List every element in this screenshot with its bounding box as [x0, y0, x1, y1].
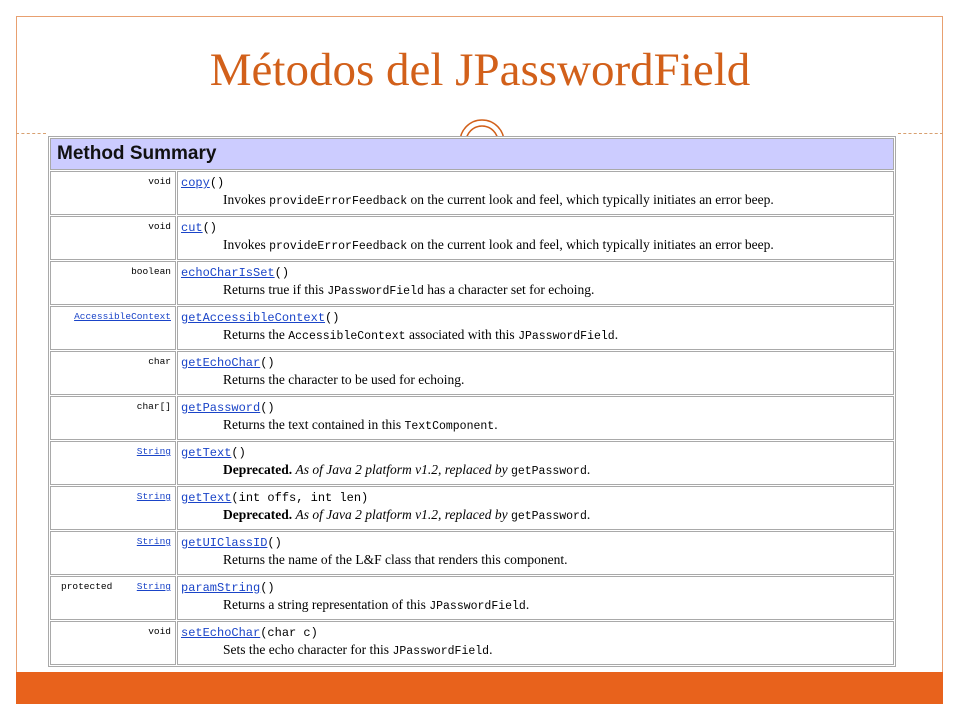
description-text: has a character set for echoing. — [423, 282, 595, 297]
table-row — [50, 216, 894, 260]
method-cell — [177, 261, 894, 305]
table-row — [50, 576, 894, 620]
method-params: () — [202, 221, 218, 235]
method-params: (char c) — [260, 626, 318, 640]
description-text: Sets the echo character for this — [223, 642, 393, 657]
return-type-cell — [50, 396, 176, 440]
method-cell — [177, 486, 894, 530]
return-type-label: void — [148, 626, 171, 637]
table-row — [50, 621, 894, 665]
code-term: provideErrorFeedback — [269, 240, 408, 253]
return-type-link[interactable]: String — [136, 491, 171, 502]
code-term: JPasswordField — [327, 285, 424, 298]
table-row — [50, 261, 894, 305]
description-text: associated with this — [405, 327, 519, 342]
return-type-cell — [50, 171, 176, 215]
method-name-link[interactable]: getText — [181, 491, 232, 505]
description-text: on the current look and feel, which typically initiates an error beep. — [407, 237, 774, 252]
description-text: . — [489, 642, 493, 657]
description-text: . — [614, 327, 619, 342]
method-name-link[interactable]: cut — [181, 221, 203, 235]
table-row — [50, 531, 894, 575]
method-name-link[interactable]: getAccessibleContext — [181, 311, 326, 325]
method-signature — [181, 579, 889, 595]
method-description — [181, 236, 889, 255]
method-params: (int offs, int len) — [231, 491, 369, 505]
method-params: () — [209, 176, 225, 190]
return-type-link[interactable]: AccessibleContext — [74, 311, 171, 322]
method-description — [181, 281, 889, 300]
modifier-label: protected — [61, 581, 113, 592]
description-text: Returns the text contained in this — [223, 417, 405, 432]
method-cell — [177, 216, 894, 260]
method-description — [181, 506, 889, 525]
method-params: () — [274, 266, 290, 280]
return-type-link[interactable]: String — [136, 446, 171, 457]
method-params: () — [260, 581, 275, 595]
method-name-link[interactable]: echoCharIsSet — [181, 266, 275, 280]
return-type-cell — [50, 621, 176, 665]
description-text: . — [586, 507, 591, 522]
deprecated-label: Deprecated. — [223, 507, 293, 522]
description-text: As of Java 2 platform v1.2, replaced by — [295, 507, 511, 522]
method-description — [181, 326, 889, 345]
description-text: . — [586, 462, 591, 477]
description-text: Returns the — [223, 327, 289, 342]
method-signature — [181, 624, 889, 640]
return-type-cell — [50, 306, 176, 350]
return-type-cell — [50, 576, 176, 620]
code-term: provideErrorFeedback — [269, 195, 408, 208]
table-row — [50, 171, 894, 215]
code-term: TextComponent — [404, 420, 495, 433]
code-term: getPassword — [510, 465, 587, 478]
description-text: As of Java 2 platform v1.2, replaced by — [295, 462, 511, 477]
method-name-link[interactable]: paramString — [181, 581, 261, 595]
method-signature — [181, 264, 889, 280]
return-type-cell — [50, 216, 176, 260]
table-row — [50, 351, 894, 395]
method-signature — [181, 444, 889, 460]
code-term: JPasswordField — [518, 330, 615, 343]
description-text: . — [525, 597, 530, 612]
return-type-cell — [50, 351, 176, 395]
description-text: Returns the name of the L&F class that renders this component. — [223, 552, 568, 567]
method-cell — [177, 621, 894, 665]
table-row — [50, 396, 894, 440]
method-summary-table — [48, 136, 896, 667]
method-params: () — [267, 536, 282, 550]
method-params: () — [260, 356, 275, 370]
code-term: JPasswordField — [429, 600, 526, 613]
method-params: () — [231, 446, 246, 460]
method-description — [181, 551, 889, 568]
return-type-label: char — [148, 356, 171, 367]
table-row — [50, 306, 894, 350]
method-name-link[interactable]: copy — [181, 176, 210, 190]
method-description — [181, 191, 889, 210]
method-signature — [181, 399, 889, 415]
description-text: Invokes — [223, 237, 270, 252]
description-text: Invokes — [223, 192, 270, 207]
method-summary-panel — [48, 136, 896, 672]
slide-title: Métodos del JPasswordField — [209, 44, 751, 96]
method-cell — [177, 576, 894, 620]
left-divider — [16, 133, 46, 134]
return-type-label: char[] — [136, 401, 171, 412]
method-cell — [177, 306, 894, 350]
description-text: Returns a string representation of this — [223, 597, 430, 612]
return-type-cell — [50, 441, 176, 485]
code-term: getPassword — [510, 510, 587, 523]
method-name-link[interactable]: getEchoChar — [181, 356, 261, 370]
deprecated-label: Deprecated. — [223, 462, 293, 477]
method-description — [181, 371, 889, 388]
return-type-link[interactable]: String — [136, 581, 171, 592]
method-summary-heading: Method Summary — [50, 138, 894, 170]
return-type-label: boolean — [131, 266, 171, 277]
description-text: on the current look and feel, which typically initiates an error beep. — [407, 192, 774, 207]
code-term: AccessibleContext — [288, 330, 406, 343]
description-text: . — [494, 417, 498, 432]
method-cell — [177, 441, 894, 485]
table-row — [50, 441, 894, 485]
method-signature — [181, 489, 889, 505]
description-text: Returns the character to be used for echoing. — [223, 372, 465, 387]
method-name-link[interactable]: getText — [181, 446, 232, 460]
method-signature — [181, 219, 889, 235]
method-description — [181, 641, 889, 660]
method-cell — [177, 396, 894, 440]
method-signature — [181, 174, 889, 190]
method-params: () — [325, 311, 340, 325]
return-type-cell — [50, 261, 176, 305]
code-term: JPasswordField — [392, 645, 490, 658]
return-type-cell — [50, 486, 176, 530]
method-params: () — [260, 401, 275, 415]
return-type-cell — [50, 531, 176, 575]
method-cell — [177, 351, 894, 395]
right-divider — [898, 133, 943, 134]
description-text: Returns true if this — [223, 282, 328, 297]
table-row — [50, 486, 894, 530]
method-description — [181, 416, 889, 435]
method-description — [181, 596, 889, 615]
method-cell — [177, 171, 894, 215]
method-name-link[interactable]: setEchoChar — [181, 626, 261, 640]
method-description — [181, 461, 889, 480]
footer-bar — [16, 672, 943, 704]
method-cell — [177, 531, 894, 575]
method-name-link[interactable]: getPassword — [181, 401, 261, 415]
table-header-row — [50, 138, 894, 170]
return-type-label: void — [148, 176, 171, 187]
method-signature — [181, 534, 889, 550]
method-name-link[interactable]: getUIClassID — [181, 536, 268, 550]
method-signature — [181, 354, 889, 370]
return-type-link[interactable]: String — [136, 536, 171, 547]
return-type-label: void — [148, 221, 171, 232]
method-signature — [181, 309, 889, 325]
